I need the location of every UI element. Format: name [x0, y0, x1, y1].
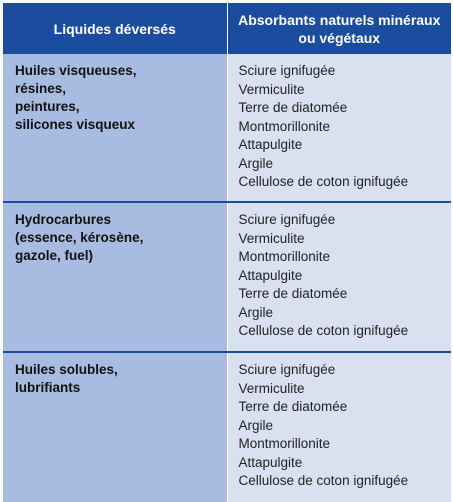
- absorbant-item: Vermiculite: [238, 380, 305, 396]
- liquid-cell: [3, 353, 227, 502]
- absorbant-cell: [227, 203, 451, 351]
- absorbant-item: Terre de diatomée: [238, 286, 348, 301]
- absorbant-item: Sciure ignifugée: [238, 362, 336, 377]
- absorbant-item: Attapulgite: [238, 137, 303, 152]
- table-row: [3, 353, 451, 502]
- liquid-line: Huiles visqueuses,: [15, 63, 137, 78]
- absorbants-table: [3, 3, 451, 502]
- table-header-row: [3, 3, 451, 54]
- absorbant-item: Montmorillonite: [238, 436, 331, 451]
- liquid-line: Hydrocarbures: [15, 212, 112, 227]
- header-absorbants: Absorbants naturels minéraux ou végétaux: [227, 3, 451, 54]
- absorbant-item: Montmorillonite: [238, 118, 331, 134]
- absorbant-item: Cellulose de coton ignifugée: [238, 323, 409, 338]
- liquid-line: (essence, kérosène,: [15, 230, 144, 245]
- absorbant-item: Terre de diatomée: [238, 399, 348, 414]
- liquid-line: gazole, fuel): [15, 248, 94, 263]
- absorbant-item: Sciure ignifugée: [238, 63, 336, 78]
- absorbant-item: Argile: [238, 155, 274, 171]
- table-row: [3, 203, 451, 351]
- absorbant-item: Sciure ignifugée: [238, 212, 336, 227]
- absorbant-item: Vermiculite: [238, 230, 305, 246]
- absorbant-item: Vermiculite: [238, 81, 305, 97]
- header-liquides: Liquides déversés: [3, 3, 227, 54]
- absorbant-item: Montmorillonite: [238, 249, 331, 264]
- absorbant-item: Attapulgite: [238, 267, 303, 283]
- liquid-line: résines,: [15, 81, 67, 96]
- liquid-line: lubrifiants: [15, 380, 81, 395]
- absorbant-item: Argile: [238, 304, 274, 320]
- absorbant-cell: [227, 353, 451, 502]
- liquid-line: Huiles solubles,: [15, 362, 118, 377]
- absorbant-item: Cellulose de coton ignifugée: [238, 174, 409, 189]
- absorbant-item: Cellulose de coton ignifugée: [238, 473, 409, 488]
- absorbant-item: Terre de diatomée: [238, 100, 348, 115]
- absorbant-item: Argile: [238, 417, 274, 433]
- liquid-cell: [3, 54, 227, 201]
- absorbant-item: Attapulgite: [238, 454, 303, 470]
- absorbant-cell: [227, 54, 451, 201]
- table-row: [3, 54, 451, 201]
- liquid-line: silicones visqueux: [15, 117, 136, 132]
- liquid-cell: [3, 203, 227, 351]
- liquid-line: peintures,: [15, 99, 80, 114]
